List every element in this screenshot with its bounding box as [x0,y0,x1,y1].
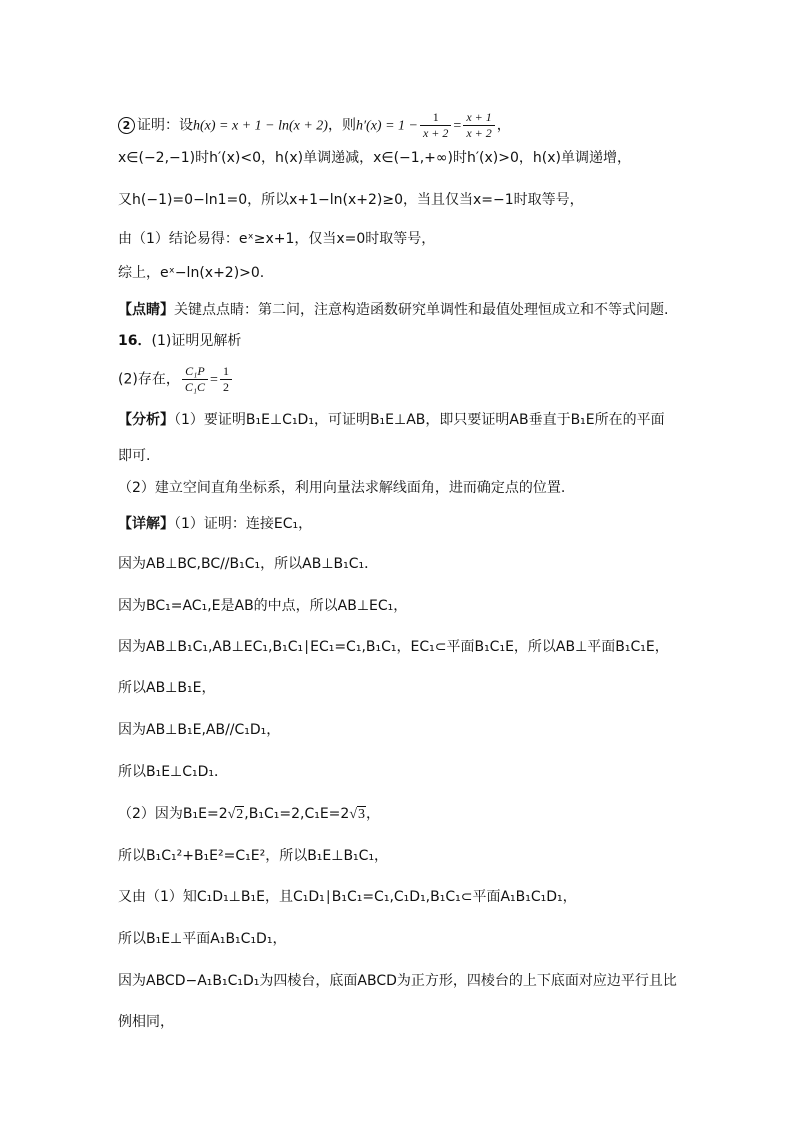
line-analysis-2: （2）建立空间直角坐标系，利用向量法求解线面角，进而确定点的位置. [118,480,566,496]
line-analysis-cont: 即可. [118,448,151,464]
text: （1）要证明B₁E⊥C₁D₁，可证明B₁E⊥AB，即只要证明AB垂直于B₁E所在的平面 [174,412,665,428]
line-key-point [118,300,668,320]
text: （2）因为B₁E=2 [118,806,228,822]
text: ， [496,117,511,134]
sqrt-2: √2 [227,807,244,822]
tag-detail: 【详解】 [118,516,174,532]
line-pythagoras: 所以B₁C₁²+B₁E²=C₁E²，所以B₁E⊥B₁C₁， [118,848,389,864]
line-step-6: 所以B₁E⊥C₁D₁． [118,764,229,780]
fraction-half: $\frac{1}{2}$ [220,364,232,395]
line-part-2 [118,804,380,825]
tag-key-point: 【点睛】 [118,302,174,318]
line-step-1: 因为AB⊥BC,BC//B₁C₁，所以AB⊥B₁C₁． [118,556,379,572]
line-step-4: 所以AB⊥B₁E， [118,680,216,696]
line-conclusion-1: 由（1）结论易得：eˣ≥x+1，仅当x=0时取等号， [118,231,436,247]
text: 证明：设 [137,117,193,134]
text: （1）证明：连接EC₁， [174,516,313,532]
fraction-ratio: $\frac{\text{C₁P}}{\text{C₁C}}$ [182,364,208,395]
line-step-7: 又由（1）知C₁D₁⊥B₁E，且C₁D₁∣B₁C₁=C₁,C₁D₁,B₁C₁⊂平面A₁B₁C₁D₁， [118,889,577,905]
line-step-8: 所以B₁E⊥平面A₁B₁C₁D₁， [118,931,287,947]
line-step-5: 因为AB⊥B₁E,AB//C₁D₁， [118,722,281,738]
line-summary: 综上，eˣ−ln(x+2)>0. [118,265,265,281]
line-step-9: 因为ABCD−A₁B₁C₁D₁为四棱台，底面ABCD为正方形，四棱台的上下底面对应边平行且比 [118,973,677,989]
fraction-1: $\frac{1}{x + 2}$ [420,110,451,141]
question-number: 16． [118,333,152,349]
line-step-3: 因为AB⊥B₁C₁,AB⊥EC₁,B₁C₁∣EC₁=C₁,B₁C₁，EC₁⊂平面B₁C₁E，所以AB⊥平面B₁C₁E， [118,639,669,655]
line-proof-2-definition [118,110,511,141]
text: 关键点点睛：第二问，注意构造函数研究单调性和最值处理恒成立和不等式问题. [174,302,669,318]
line-monotonicity: x∈(−2,−1)时h′(x)<0，h(x)单调递减，x∈(−1,+∞)时h′(x)>0，h(x)单调递增， [118,150,631,166]
line-step-9-cont: 例相同， [118,1014,174,1030]
tag-analysis: 【分析】 [118,412,174,428]
line-h-value: 又h(−1)=0−ln1=0，所以x+1−ln(x+2)≥0，当且仅当x=−1时取等号， [118,192,584,208]
text: ,B₁C₁=2,C₁E=2 [244,806,350,822]
fraction-2: $\frac{x + 1}{x + 2}$ [463,110,494,141]
equals-sign: = [453,118,462,134]
line-q16-answer-1 [118,331,241,351]
text: (1)证明见解析 [151,333,242,349]
equals-sign: = [210,372,218,388]
line-step-2: 因为BC₁=AC₁,E是AB的中点，所以AB⊥EC₁， [118,598,408,614]
formula-h-prime: h′(x) = 1 − [355,118,418,134]
circled-number: 2 [118,117,135,134]
line-detail [118,514,312,534]
sqrt-3: √3 [349,807,365,822]
text: ，则 [327,117,356,134]
line-q16-answer-2 [118,364,234,395]
formula-h: h(x) = x + 1 − ln(x + 2) [193,118,328,134]
line-analysis [118,410,665,430]
text: ， [366,806,380,822]
text: (2)存在， [118,371,180,388]
